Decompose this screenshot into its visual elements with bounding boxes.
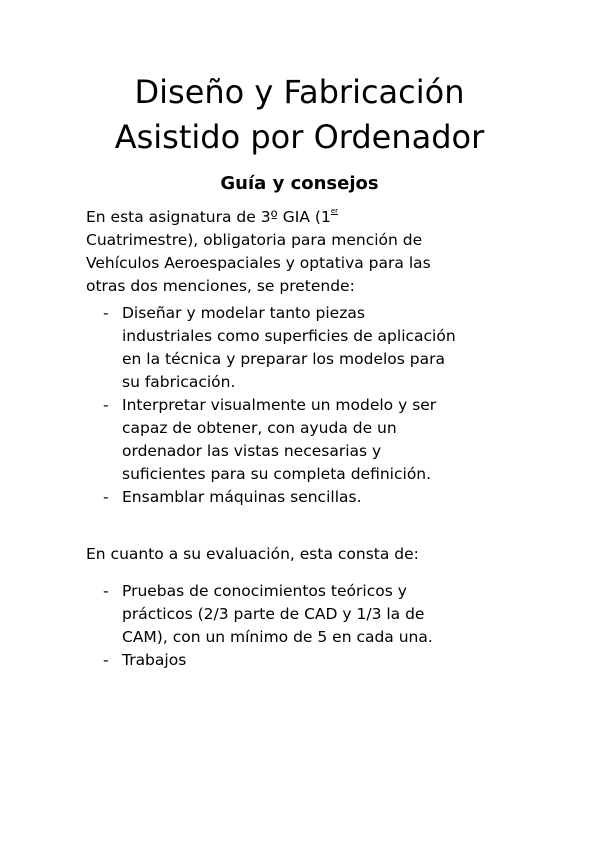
list-item: [0, 486, 599, 509]
list-dash: -: [103, 396, 109, 414]
list-item-line: Pruebas de conocimientos teóricos y: [122, 582, 407, 600]
list-dash: -: [103, 582, 109, 600]
objectives-list: [0, 302, 599, 509]
evaluation-list: [0, 580, 599, 672]
list-item-line: Interpretar visualmente un modelo y ser: [122, 396, 437, 414]
list-dash: -: [103, 651, 109, 669]
list-item-line: industriales como superficies de aplicación: [122, 327, 456, 345]
list-dash: -: [103, 304, 109, 322]
intro-line-4: otras dos menciones, se pretende:: [86, 277, 355, 295]
list-item-line: en la técnica y preparar los modelos para: [122, 350, 445, 368]
intro-line-1: [86, 206, 526, 229]
intro-line-2: Cuatrimestre), obligatoria para mención de: [86, 231, 423, 249]
list-item-line: Diseñar y modelar tanto piezas: [122, 304, 365, 322]
list-item-line: capaz de obtener, con ayuda de un: [122, 419, 397, 437]
evaluation-paragraph: [86, 543, 526, 566]
document-title-line-1: Diseño y Fabricación: [134, 73, 465, 111]
list-item: [0, 394, 599, 486]
list-item: [0, 302, 599, 394]
list-item: [0, 649, 599, 672]
list-item-line: Trabajos: [122, 651, 187, 669]
list-item-line: prácticos (2/3 parte de CAD y 1/3 la de: [122, 605, 425, 623]
list-item-line: suficientes para su completa definición.: [122, 465, 432, 483]
evaluation-intro-line: En cuanto a su evaluación, esta consta de:: [86, 545, 419, 563]
document-title-line-2: Asistido por Ordenador: [114, 118, 485, 156]
list-item-line: CAM), con un mínimo de 5 en cada una.: [122, 628, 433, 646]
list-item-line: ordenador las vistas necesarias y: [122, 442, 382, 460]
list-item-line: Ensamblar máquinas sencillas.: [122, 488, 362, 506]
intro-paragraph: [86, 206, 526, 298]
document-subtitle: Guía y consejos: [220, 173, 379, 194]
ordinal-superscript: er: [330, 207, 339, 215]
list-item: [0, 580, 599, 649]
intro-line-3: Vehículos Aeroespaciales y optativa para las: [86, 254, 431, 272]
list-dash: -: [103, 488, 109, 506]
list-item-line: su fabricación.: [122, 373, 236, 391]
intro-line-1-text: En esta asignatura de 3º GIA (1: [86, 208, 331, 226]
